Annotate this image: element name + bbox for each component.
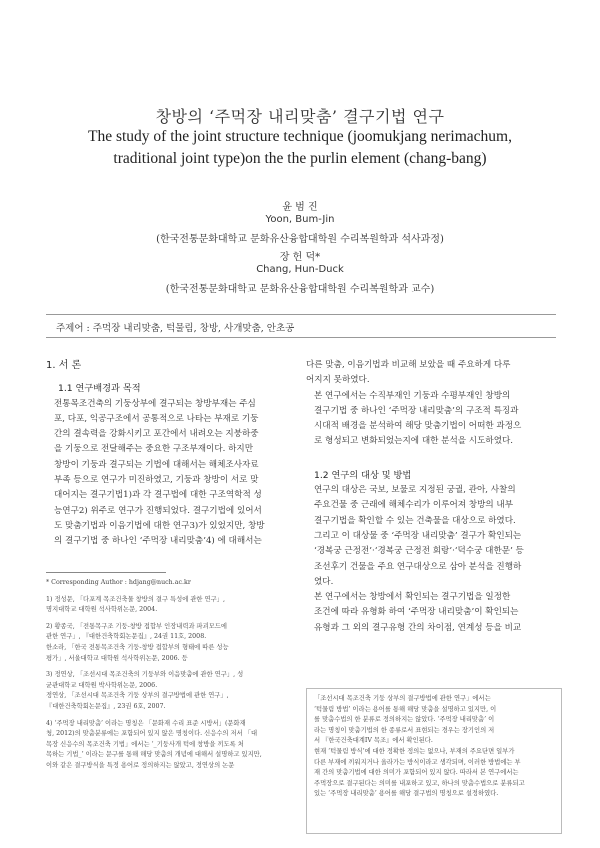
footnote-line: 평가」, 서울대학교 대학원 석사학위논문, 2006. 등 bbox=[46, 654, 188, 662]
footnote-line: 주먹장으로 결구된다는 의미를 내포하고 있고, 하나의 맞춤수법으로 분류되고 bbox=[314, 779, 525, 787]
text-line: 연구의 대상은 국보, 보물로 지정된 궁궐, 관아, 사찰의 bbox=[314, 485, 516, 496]
text-line: 로 형성되고 변화되었는지에 대한 분석을 시도하였다. bbox=[314, 436, 514, 447]
footnote-line: 라는 명칭이 맞춤기법의 한 종류로서 표현되는 경우는 장기인의 저 bbox=[314, 726, 495, 734]
author-1-name-en: Yoon, Bum-Jin bbox=[265, 214, 335, 225]
text-line: 유형과 그 외의 결구유형 간의 차이점, 연계성 등을 비교 bbox=[314, 622, 522, 633]
title-english bbox=[40, 126, 560, 170]
footnote-line: 있는 ‘주먹장 내리맞춤’ 용어를 해당 결구법의 명칭으로 설정하였다. bbox=[314, 790, 499, 798]
text-line: 포, 다포, 익공구조에서 공통적으로 나타는 부재로 기둥 bbox=[54, 413, 259, 424]
text-line: 였다. bbox=[314, 576, 334, 587]
footnote-line: 균관대학교 대학원 박사학위논문, 2006. bbox=[46, 681, 158, 689]
footnote-rule bbox=[46, 572, 166, 573]
footnote-line: ‘턱물림 방법’ 이라는 용어를 통해 해당 맞춤을 설명하고 있지만, 이 bbox=[314, 705, 497, 713]
footnote-line: 목장 신응수의 목조건축 기법」에서는 ‘_기둥사개 턱에 창방을 끼도록 처 bbox=[46, 740, 244, 748]
text-line: 창방이 기둥과 결구되는 기법에 대해서는 해체조사자료 bbox=[54, 459, 259, 470]
paragraph-c bbox=[306, 483, 558, 590]
text-line: 주요건물 중 근래에 해체수리가 이루어져 창방의 내부 bbox=[314, 500, 514, 511]
text-line: 시대적 배경을 분석하여 해당 맞춤기법이 어떠한 과정으 bbox=[314, 421, 522, 432]
keywords: 주제어 : 주먹장 내리맞춤, 턱물림, 창방, 사개맞춤, 안초공 bbox=[56, 323, 295, 334]
footnote-line: 1) 정성문, 「다포계 목조건축물 창방의 결구 특성에 관한 연구」, bbox=[46, 595, 225, 603]
footnote-line: 『대한건축학회논문집』, 23권 6호, 2007. bbox=[46, 702, 166, 710]
footnote-line: 서 『한국건축대계IV 목조』에서 확인된다. bbox=[314, 737, 433, 745]
author-2-name-ko: 장 헌 덕* bbox=[279, 252, 321, 263]
footnote-line: 명지대학교 대학원 석사학위논문, 2004. bbox=[46, 606, 158, 614]
text-line: 조건에 따라 유형화 하여 ‘주먹장 내리맞춤’이 확인되는 bbox=[314, 607, 519, 618]
right-column bbox=[306, 358, 558, 636]
text-line: 을 기둥으로 전달해주는 중요한 구조부재이다. 하지만 bbox=[54, 444, 254, 455]
text-line: 그리고 이 대상물 중 ‘주먹장 내리맞춤’ 결구가 확인되는 bbox=[314, 530, 522, 541]
title-english-line-1: The study of the joint structure technique (joomukjang nerimachum, bbox=[88, 128, 512, 145]
section-heading-background: 1.1 연구배경과 목적 bbox=[58, 383, 141, 395]
text-line: 본 연구에서는 수직부재인 기둥과 수평부재인 창방의 bbox=[314, 390, 511, 401]
footnote-line: 다른 부재에 끼워지거나 올라가는 방식이라고 생각되며, 이러한 방법에는 부 bbox=[314, 758, 521, 766]
footnote-line: 정연상, 「조선시대 목조건축 기둥 상부의 결구방법에 관한 연구」, bbox=[46, 692, 229, 700]
text-line: 대어지는 결구기법1)과 각 결구법에 대한 구조역학적 성 bbox=[54, 490, 262, 501]
section-heading-introduction: 1. 서 론 bbox=[46, 360, 82, 371]
text-line: 간의 결속력을 강화시키고 포간에서 내려오는 지붕하중 bbox=[54, 429, 259, 440]
text-line: 부족 등으로 연구가 미진하였고, 기둥과 창방이 서로 맞 bbox=[54, 475, 259, 486]
title-korean: 창방의 ‘주먹장 내리맞춤’ 결구기법 연구 bbox=[155, 107, 445, 126]
footnote-line: 4) ‘주먹장 내리맞춤’ 이라는 명칭은 「문화재 수리 표준 시방서」(문화재 bbox=[46, 719, 246, 727]
intro-paragraph bbox=[46, 397, 294, 550]
footnote-line: 현재 ‘턱물림 방식’에 대한 정확한 정의는 없으나, 부재의 주요단면 일부가 bbox=[314, 747, 515, 755]
text-line: 결구기법을 확인할 수 있는 건축물을 대상으로 하였다. bbox=[314, 515, 516, 526]
text-line: 결구기법 중 하나인 ‘주먹장 내리맞춤’의 구조적 특징과 bbox=[314, 405, 519, 416]
text-line: 능연구2) 위주로 연구가 진행되었다. 결구기법에 있어서 bbox=[54, 505, 262, 516]
footnote-line: 한소라, 「한국 전통목조건축 기둥-창방 접합부의 형태에 따른 성능 bbox=[46, 643, 229, 651]
footnote-line: 청, 2012)의 맞춤분류에는 포함되어 있지 않은 명칭이다. 신응수의 저서 「대 bbox=[46, 730, 258, 738]
footnote-line: 목하는 기법_’ 이라는 문구를 통해 해당 맞춤의 개념에 대해서 설명하고 있지만, bbox=[46, 751, 262, 759]
text-line: ‘경복궁 근정전’·‘경복궁 근정전 회랑’·‘덕수궁 대한문’ 등 bbox=[314, 546, 524, 557]
text-line: 도 맞춤기법과 이음기법에 대한 연구3)가 있었지만, 창방 bbox=[54, 520, 265, 531]
keywords-box bbox=[46, 314, 556, 338]
footnote-line: 관한 연구」, 『대한건축학회논문집』, 24권 11호, 2008. bbox=[46, 633, 207, 641]
author-1-name-ko: 윤 범 진 bbox=[282, 202, 318, 213]
text-line: 의 결구기법 중 하나인 ‘주먹장 내리맞춤’4) 에 대해서는 bbox=[54, 536, 262, 547]
paragraph-d bbox=[306, 590, 558, 636]
footnote-line: 재 간의 맞춤기법에 대한 의미가 포함되어 있지 않다. 따라서 본 연구에서는 bbox=[314, 769, 519, 777]
paragraph-b bbox=[306, 389, 558, 450]
title-english-line-2: traditional joint type)on the the purlin element (chang-bang) bbox=[113, 150, 487, 167]
footnote-line: 이와 같은 결구방식을 특정 용어로 정의하지는 않았고, 정연상의 논문 bbox=[46, 761, 235, 769]
section-heading-scope: 1.2 연구의 대상 및 방법 bbox=[314, 469, 412, 481]
footnote-line: 를 맞춤수법의 한 분류로 정의하지는 않았다. ‘주먹장 내리맞춤’ 이 bbox=[314, 716, 495, 724]
footnotes-left bbox=[46, 578, 298, 772]
text-line: 전통목조건축의 기둥상부에 결구되는 창방부재는 주심 bbox=[54, 398, 256, 409]
footnote-continuation-box bbox=[306, 688, 562, 834]
author-2-affiliation: (한국전통문화대학교 문화유산융합대학원 수리복원학과 교수) bbox=[165, 284, 435, 295]
footnote-line: 3) 정연상, 「조선시대 목조건축의 기둥부와 이음맞춤에 관한 연구」, 성 bbox=[46, 671, 244, 679]
paragraph-a bbox=[306, 358, 558, 389]
author-2-name-en: Chang, Hun-Duck bbox=[256, 264, 344, 275]
text-line: 본 연구에서는 창방에서 확인되는 결구기법을 일정한 bbox=[314, 592, 511, 603]
corresponding-author: * Corresponding Author : hdjang@nuch.ac.kr bbox=[46, 579, 191, 586]
footnote-line: 「조선시대 목조건축 기둥 상부의 결구방법에 관한 연구」에서는 bbox=[314, 695, 491, 702]
text-line: 조선후기 건물을 주요 연구대상으로 삼아 분석을 진행하 bbox=[314, 561, 522, 572]
text-line: 어지지 못하였다. bbox=[306, 375, 370, 386]
footnote-line: 2) 황종국, 「전통목구조 기둥-창방 접합부 인장내력과 파괴모드에 bbox=[46, 622, 227, 630]
text-line: 다른 맞춤, 이음기법과 비교해 보았을 때 주요하게 다루 bbox=[306, 360, 511, 370]
author-1-affiliation: (한국전통문화대학교 문화유산융합대학원 수리복원학과 석사과정) bbox=[156, 234, 444, 245]
left-column bbox=[46, 358, 294, 550]
